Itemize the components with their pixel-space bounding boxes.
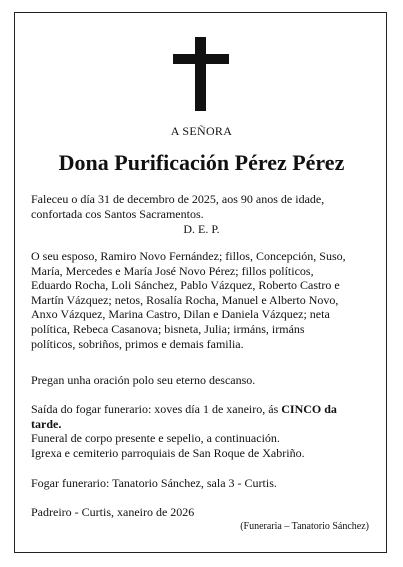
funeral-home-signature: (Funeraria – Tanatorio Sánchez) [240, 521, 369, 532]
family-line: O seu esposo, Ramiro Novo Fernández; fillos, Concepción, Suso, [31, 249, 346, 263]
family-line: Eduardo Rocha, Loli Sánchez, Pablo Vázquez, Roberto Castro e [31, 278, 340, 293]
family-line: Martín Vázquez; netos, Rosalía Rocha, Manuel e Alberto Novo, [31, 292, 339, 307]
departure-prefix: Saída do fogar funerario: xoves día 1 de xaneiro, ás [31, 402, 282, 416]
family-paragraph [31, 249, 376, 351]
death-notice-line: confortada cos Santos Sacramentos. [31, 206, 204, 221]
deceased-name: Dona Purificación Pérez Pérez [58, 150, 345, 175]
service-details [31, 402, 376, 460]
departure-line [31, 417, 376, 432]
family-line: política, Rebeca Casanova; bisneta, Julia; irmáns, irmáns [31, 321, 305, 336]
funeral-home: Fogar funerario: Tanatorio Sánchez, sala 3 - Curtis. [31, 476, 277, 490]
cross-icon [173, 37, 229, 111]
family-line: Anxo Vázquez, Marina Castro, Dilan e Daniela Vázquez; neta [31, 307, 330, 322]
place-date: Padreiro - Curtis, xaneiro de 2026 [31, 505, 195, 519]
church-line: Igrexa e cemiterio parroquiais de San Roque de Xabriño. [31, 445, 305, 460]
prayer-text: Pregan unha oración polo seu eterno descanso. [31, 373, 256, 387]
family-line: María, Mercedes e María José Novo Pérez; fillos políticos, [31, 263, 314, 278]
death-notice-line: Faleceu o día 31 de decembro de 2025, aos 90 anos de idade, [31, 192, 325, 206]
salutation: A SEÑORA [170, 124, 233, 138]
funeral-line: Funeral de corpo presente e sepelio, a continuación. [31, 431, 280, 446]
departure-time: CINCO da [281, 402, 337, 416]
departure-line [31, 402, 376, 417]
dep-text: D. E. P. [183, 222, 220, 236]
family-line: políticos, sobriños, primos e demais familia. [31, 336, 244, 351]
departure-time-cont: tarde. [31, 416, 62, 431]
death-notice [31, 192, 376, 221]
